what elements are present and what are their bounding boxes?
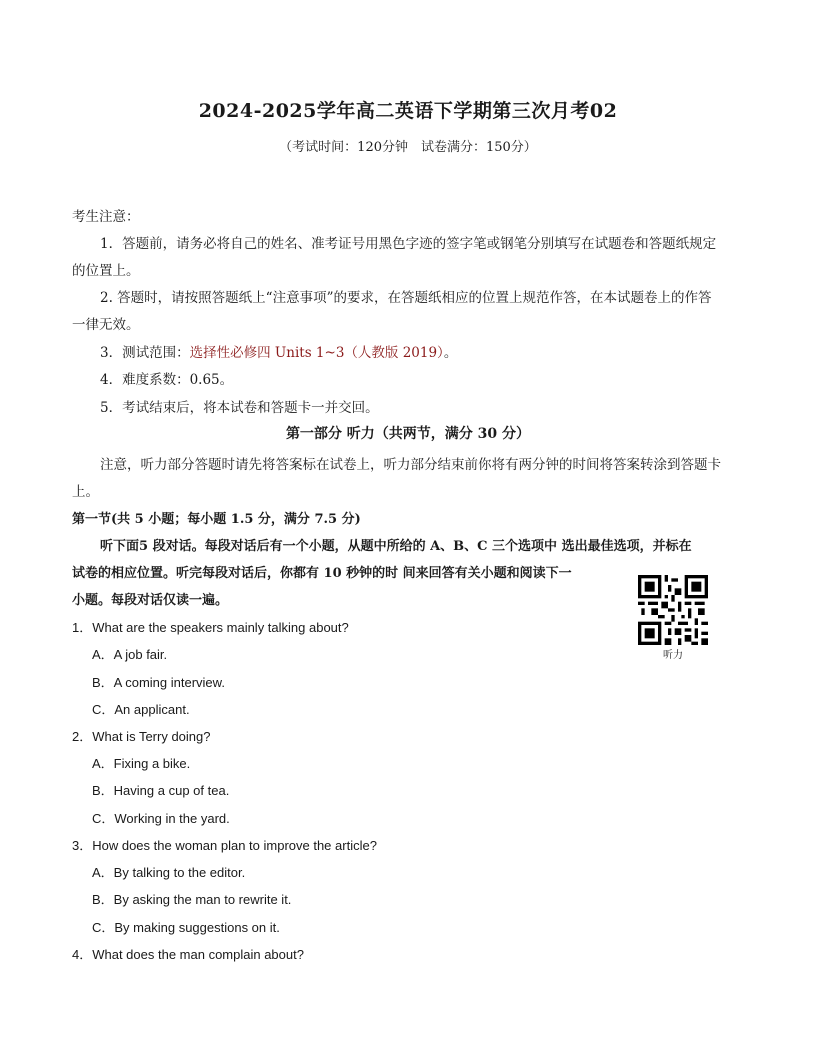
question-2-option-b: B．Having a cup of tea. [92, 783, 230, 798]
question-1-option-c: C．An applicant. [92, 702, 190, 717]
notice-item-3-prefix: 3．测试范围： [100, 345, 190, 361]
notice-item-3 [100, 341, 457, 361]
page-title: 2024-2025学年高二英语下学期第三次月考02 [198, 100, 618, 122]
question-1: 1．What are the speakers mainly talking about? [72, 620, 349, 635]
listening-note: 注意，听力部分答题时请先将答案标在试卷上，听力部分结束前你将有两分钟的时间将答案转涂到答题卡 [100, 457, 721, 473]
question-3-option-a: A．By talking to the editor. [92, 865, 246, 880]
question-4: 4．What does the man complain about? [72, 947, 304, 962]
section1-heading: 第一节(共 5 小题；每小题 1.5 分，满分 7.5 分) [72, 512, 361, 527]
question-2-option-c: C．Working in the yard. [92, 811, 230, 826]
question-2-option-a: A．Fixing a bike. [92, 756, 191, 771]
notice-item-2-cont: 一律无效。 [72, 317, 140, 333]
instruction-line-1: 听下面5 段对话。每段对话后有一个小题，从题中所给的 A、B、C 三个选项中 选出最佳选项，并标在 [100, 539, 692, 554]
question-1-option-b: B．A coming interview. [92, 675, 225, 690]
notice-item-1: 1．答题前，请务必将自己的姓名、准考证号用黑色字迹的签字笔或钢笔分别填写在试题卷和答题纸规定 [100, 236, 717, 252]
question-1-option-a: A．A job fair. [92, 647, 168, 662]
listening-note-cont: 上。 [72, 484, 99, 500]
notice-item-1-cont: 的位置上。 [72, 263, 140, 279]
test-range: 选择性必修四 Units 1~3（人教版 2019） [189, 345, 444, 361]
instruction-line-3: 小题。每段对话仅读一遍。 [72, 593, 229, 608]
notice-heading: 考生注意： [72, 209, 140, 225]
question-3: 3．How does the woman plan to improve the article? [72, 838, 377, 853]
part1-heading: 第一部分 听力（共两节，满分 30 分） [285, 426, 531, 442]
notice-item-4: 4．难度系数：0.65。 [100, 372, 234, 388]
exam-info: （考试时间：120分钟 试卷满分：150分） [279, 140, 537, 155]
instruction-line-2: 试卷的相应位置。听完每段对话后，你都有 10 秒钟的时 间来回答有关小题和阅读下一 [72, 566, 572, 581]
qr-code-icon[interactable] [638, 575, 708, 645]
notice-item-5: 5．考试结束后，将本试卷和答题卡一并交回。 [100, 400, 379, 416]
question-3-option-b: B．By asking the man to rewrite it. [92, 892, 292, 907]
notice-item-2: 2. 答题时，请按照答题纸上“注意事项”的要求，在答题纸相应的位置上规范作答，在本试题卷上的作答 [100, 290, 712, 306]
question-2: 2．What is Terry doing? [72, 729, 211, 744]
qr-label: 听力 [663, 650, 683, 661]
notice-item-3-suffix: 。 [443, 345, 458, 361]
question-3-option-c: C．By making suggestions on it. [92, 920, 280, 935]
